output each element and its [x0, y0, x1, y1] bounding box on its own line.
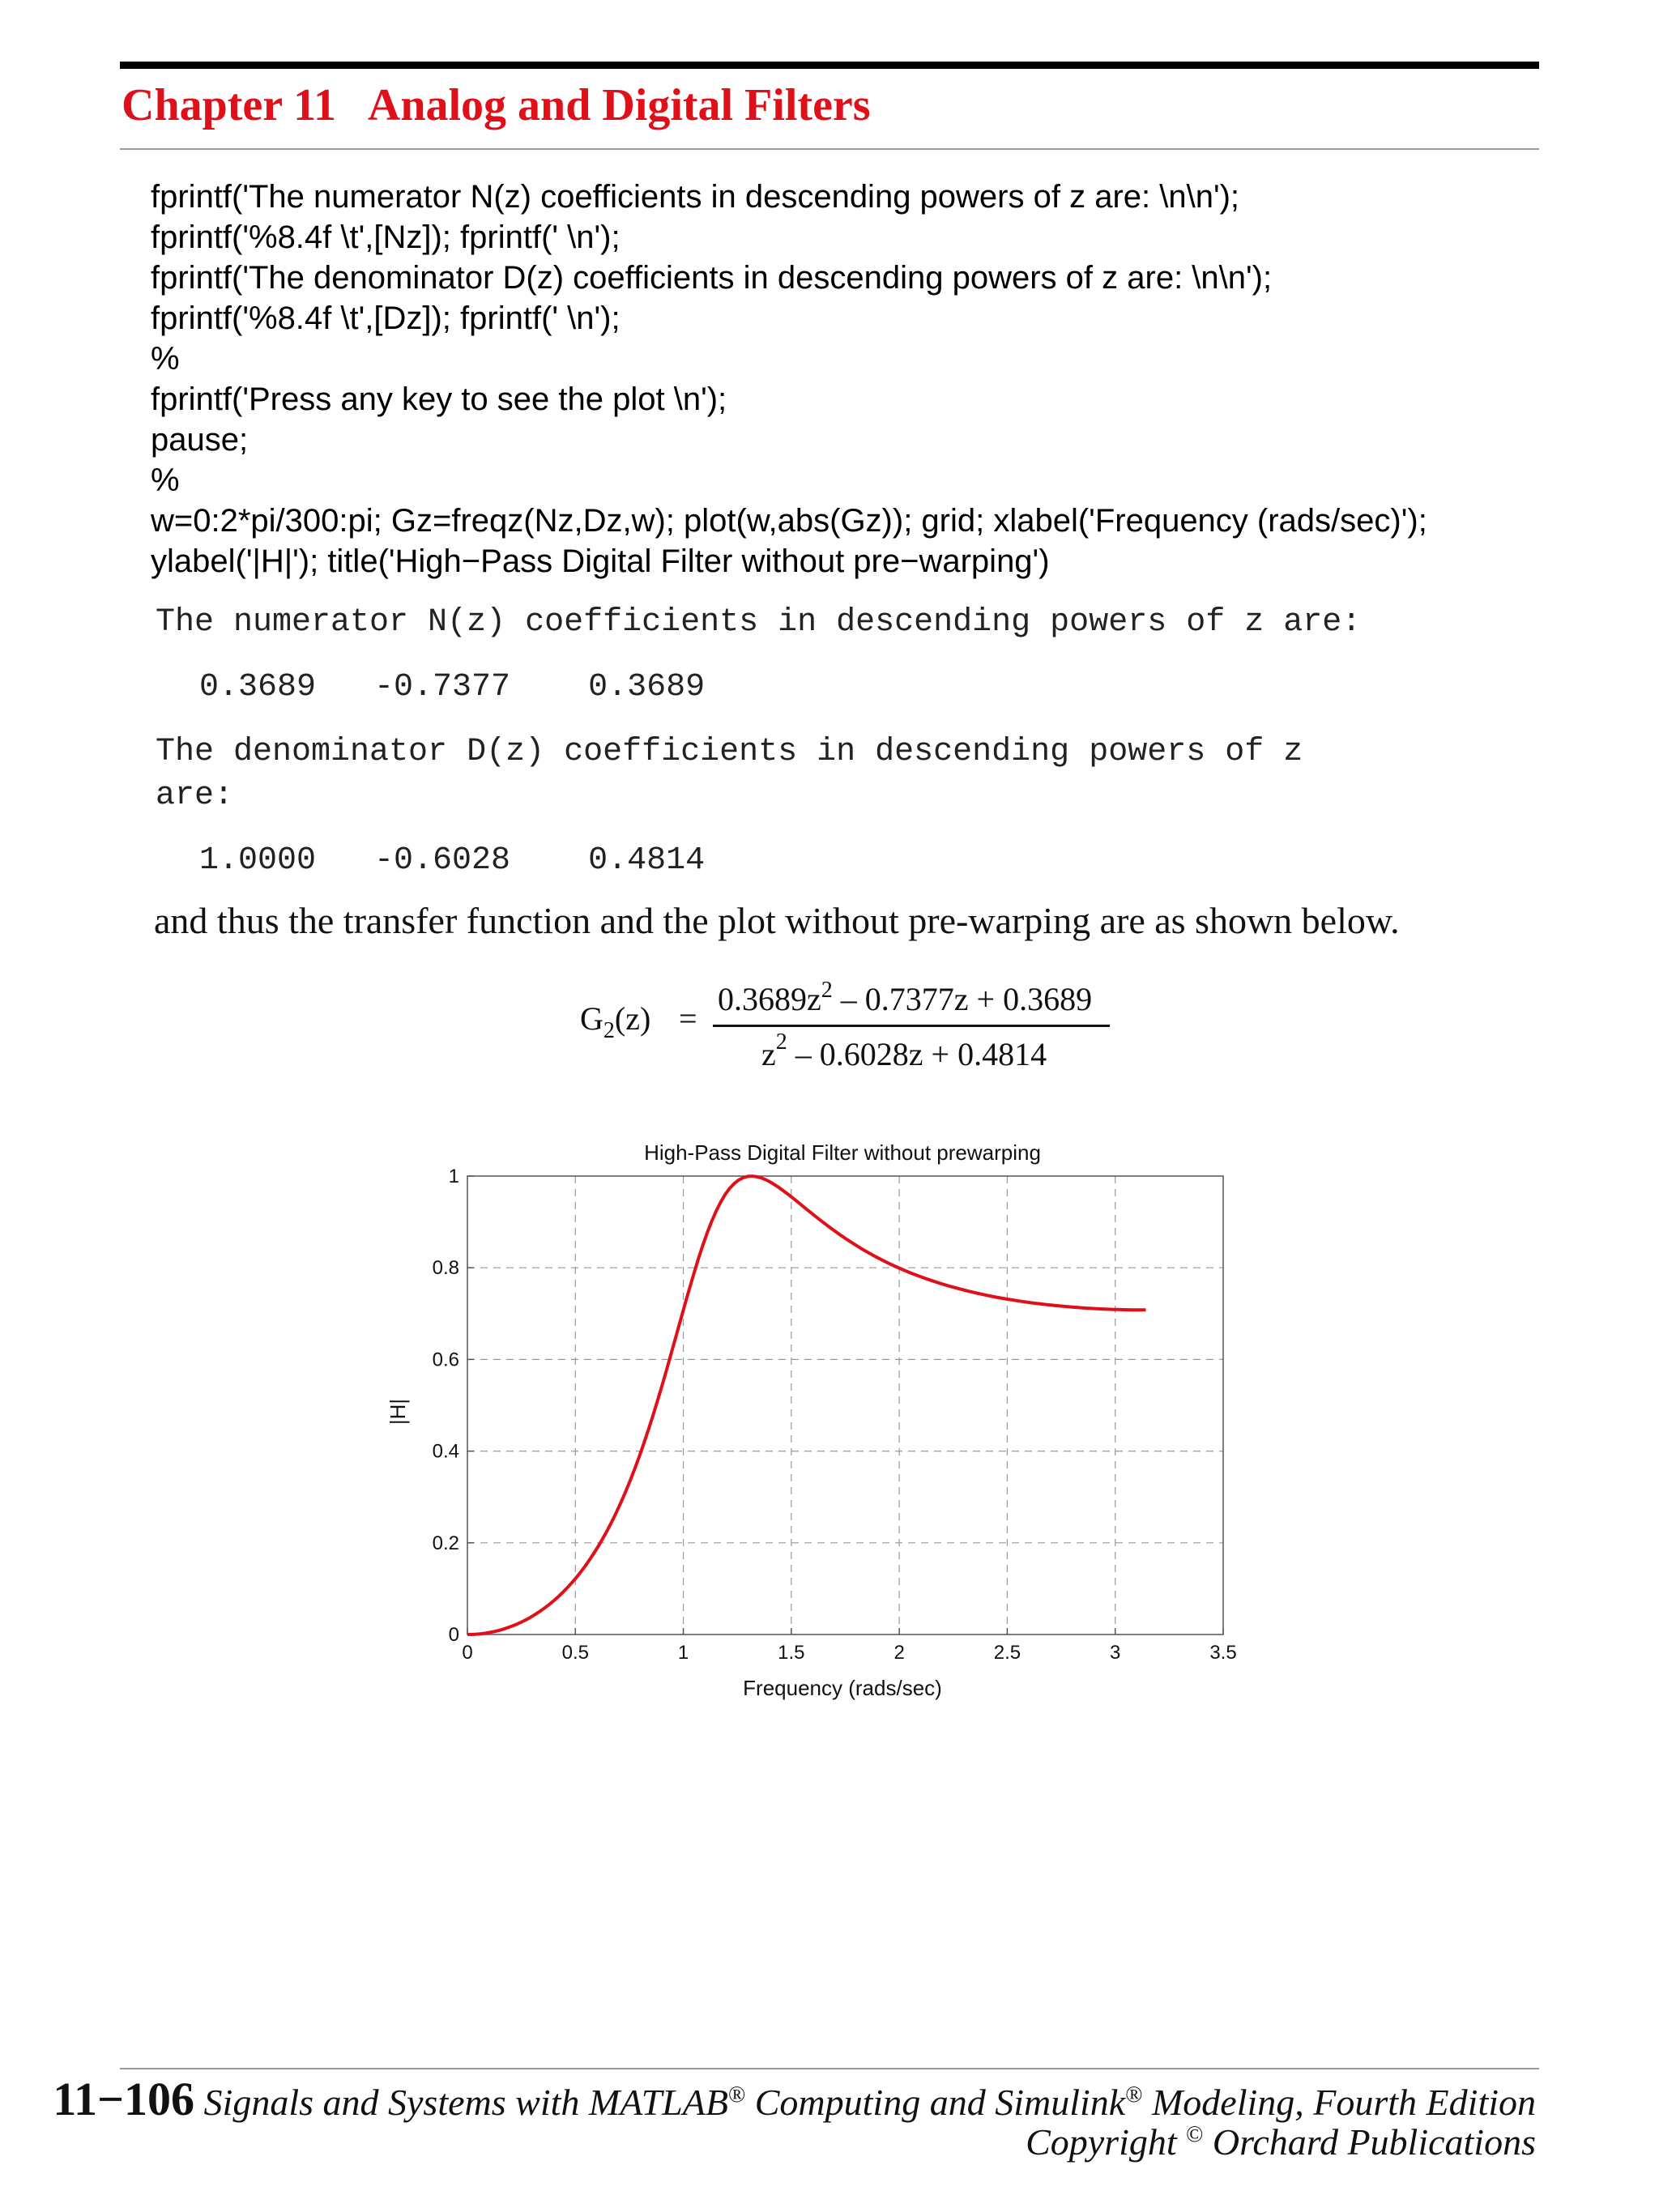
book-title-cont: Computing and Simulink	[745, 2082, 1126, 2123]
x-axis-label: Frequency (rads/sec)	[743, 1676, 942, 1700]
header-rule	[120, 62, 1539, 69]
equation-lhs-subscript: 2	[603, 1018, 615, 1043]
copyright-label: Copyright	[1026, 2121, 1177, 2163]
numerator-leading: 0.3689z	[718, 981, 821, 1017]
registered-mark: ®	[1125, 2082, 1143, 2108]
footer-rule	[120, 2068, 1539, 2069]
x-tick-label: 2.5	[993, 1642, 1021, 1664]
registered-mark: ®	[727, 2082, 746, 2108]
chart-ticks	[433, 1166, 1237, 1664]
y-tick-label: 1	[448, 1166, 459, 1187]
numerator-rest: – 0.7377z + 0.3689	[832, 981, 1093, 1017]
denominator-leading: z	[761, 1036, 776, 1072]
code-line: fprintf('The denominator D(z) coefficients in descending powers of z are: \n\n');	[151, 260, 1273, 296]
y-axis-label: |H|	[386, 1398, 410, 1426]
code-line: pause;	[151, 422, 249, 458]
equation-lhs-arg: (z)	[614, 1000, 651, 1037]
equation-lhs	[580, 999, 651, 1043]
chapter-heading: Chapter 11 Analog and Digital Filters	[122, 80, 871, 130]
plot-frame	[467, 1176, 1223, 1634]
x-tick-label: 0.5	[561, 1642, 589, 1664]
code-line: fprintf('The numerator N(z) coefficients in descending powers of z are: \n\n');	[151, 179, 1240, 215]
y-tick-label: 0.6	[432, 1349, 459, 1371]
numerator-label: The numerator N(z) coefficients in descending powers of z are:	[156, 604, 1362, 641]
x-tick-label: 3	[1110, 1642, 1121, 1664]
book-title-edition: Modeling, Fourth Edition	[1142, 2082, 1536, 2123]
fraction-bar	[713, 1025, 1110, 1027]
x-tick-label: 2	[893, 1642, 905, 1664]
y-tick-label: 0.8	[432, 1257, 459, 1280]
body-paragraph: and thus the transfer function and the plot without pre-warping are as shown below.	[154, 900, 1400, 941]
chart-grid	[467, 1176, 1223, 1634]
equation-equals: =	[679, 1000, 697, 1037]
equation-lhs-symbol: G	[580, 1000, 603, 1037]
code-line: w=0:2*pi/300:pi; Gz=freqz(Nz,Dz,w); plot(w,abs(Gz)); grid; xlabel('Frequency (rads/sec)');	[151, 503, 1427, 539]
matlab-code-block	[151, 177, 1427, 582]
denominator-rest: – 0.6028z + 0.4814	[787, 1036, 1047, 1072]
x-tick-label: 1	[677, 1642, 689, 1664]
copyright-symbol: ©	[1186, 2122, 1204, 2147]
numerator-exponent: 2	[821, 978, 833, 1003]
equation-numerator	[718, 980, 1092, 1018]
denominator-label-cont: are:	[156, 778, 234, 814]
footer-line-2	[1026, 2120, 1536, 2163]
denominator-label: The denominator D(z) coefficients in descending powers of z	[156, 734, 1303, 770]
equation-denominator	[761, 1029, 1047, 1073]
footer-line-1	[53, 2072, 1536, 2126]
denominator-values: 1.0000 -0.6028 0.4814	[199, 842, 706, 879]
header-divider	[120, 148, 1539, 150]
x-tick-label: 3.5	[1209, 1642, 1237, 1664]
x-tick-label: 0	[462, 1642, 473, 1664]
x-tick-label: 1.5	[778, 1642, 805, 1664]
response-curve	[467, 1176, 1146, 1634]
publisher-name: Orchard Publications	[1203, 2121, 1536, 2163]
denominator-exponent: 2	[775, 1029, 787, 1055]
code-line: %	[151, 341, 180, 377]
code-line: ylabel('|H|'); title('High−Pass Digital Filter without pre−warping')	[151, 543, 1050, 579]
chart-title: High-Pass Digital Filter without prewarping	[644, 1140, 1041, 1165]
code-line: %	[151, 462, 180, 498]
frequency-response-chart	[356, 1130, 1296, 1729]
page-number: 11−106	[53, 2073, 195, 2125]
code-line: fprintf('Press any key to see the plot \n');	[151, 381, 727, 417]
y-tick-label: 0.4	[432, 1440, 459, 1463]
y-tick-label: 0.2	[432, 1532, 459, 1554]
code-line: fprintf('%8.4f \t',[Nz]); fprintf(' \n');	[151, 219, 621, 255]
numerator-values: 0.3689 -0.7377 0.3689	[199, 669, 706, 705]
code-line: fprintf('%8.4f \t',[Dz]); fprintf(' \n');	[151, 300, 621, 336]
y-tick-label: 0	[448, 1624, 459, 1646]
book-title: Signals and Systems with MATLAB	[194, 2082, 728, 2123]
